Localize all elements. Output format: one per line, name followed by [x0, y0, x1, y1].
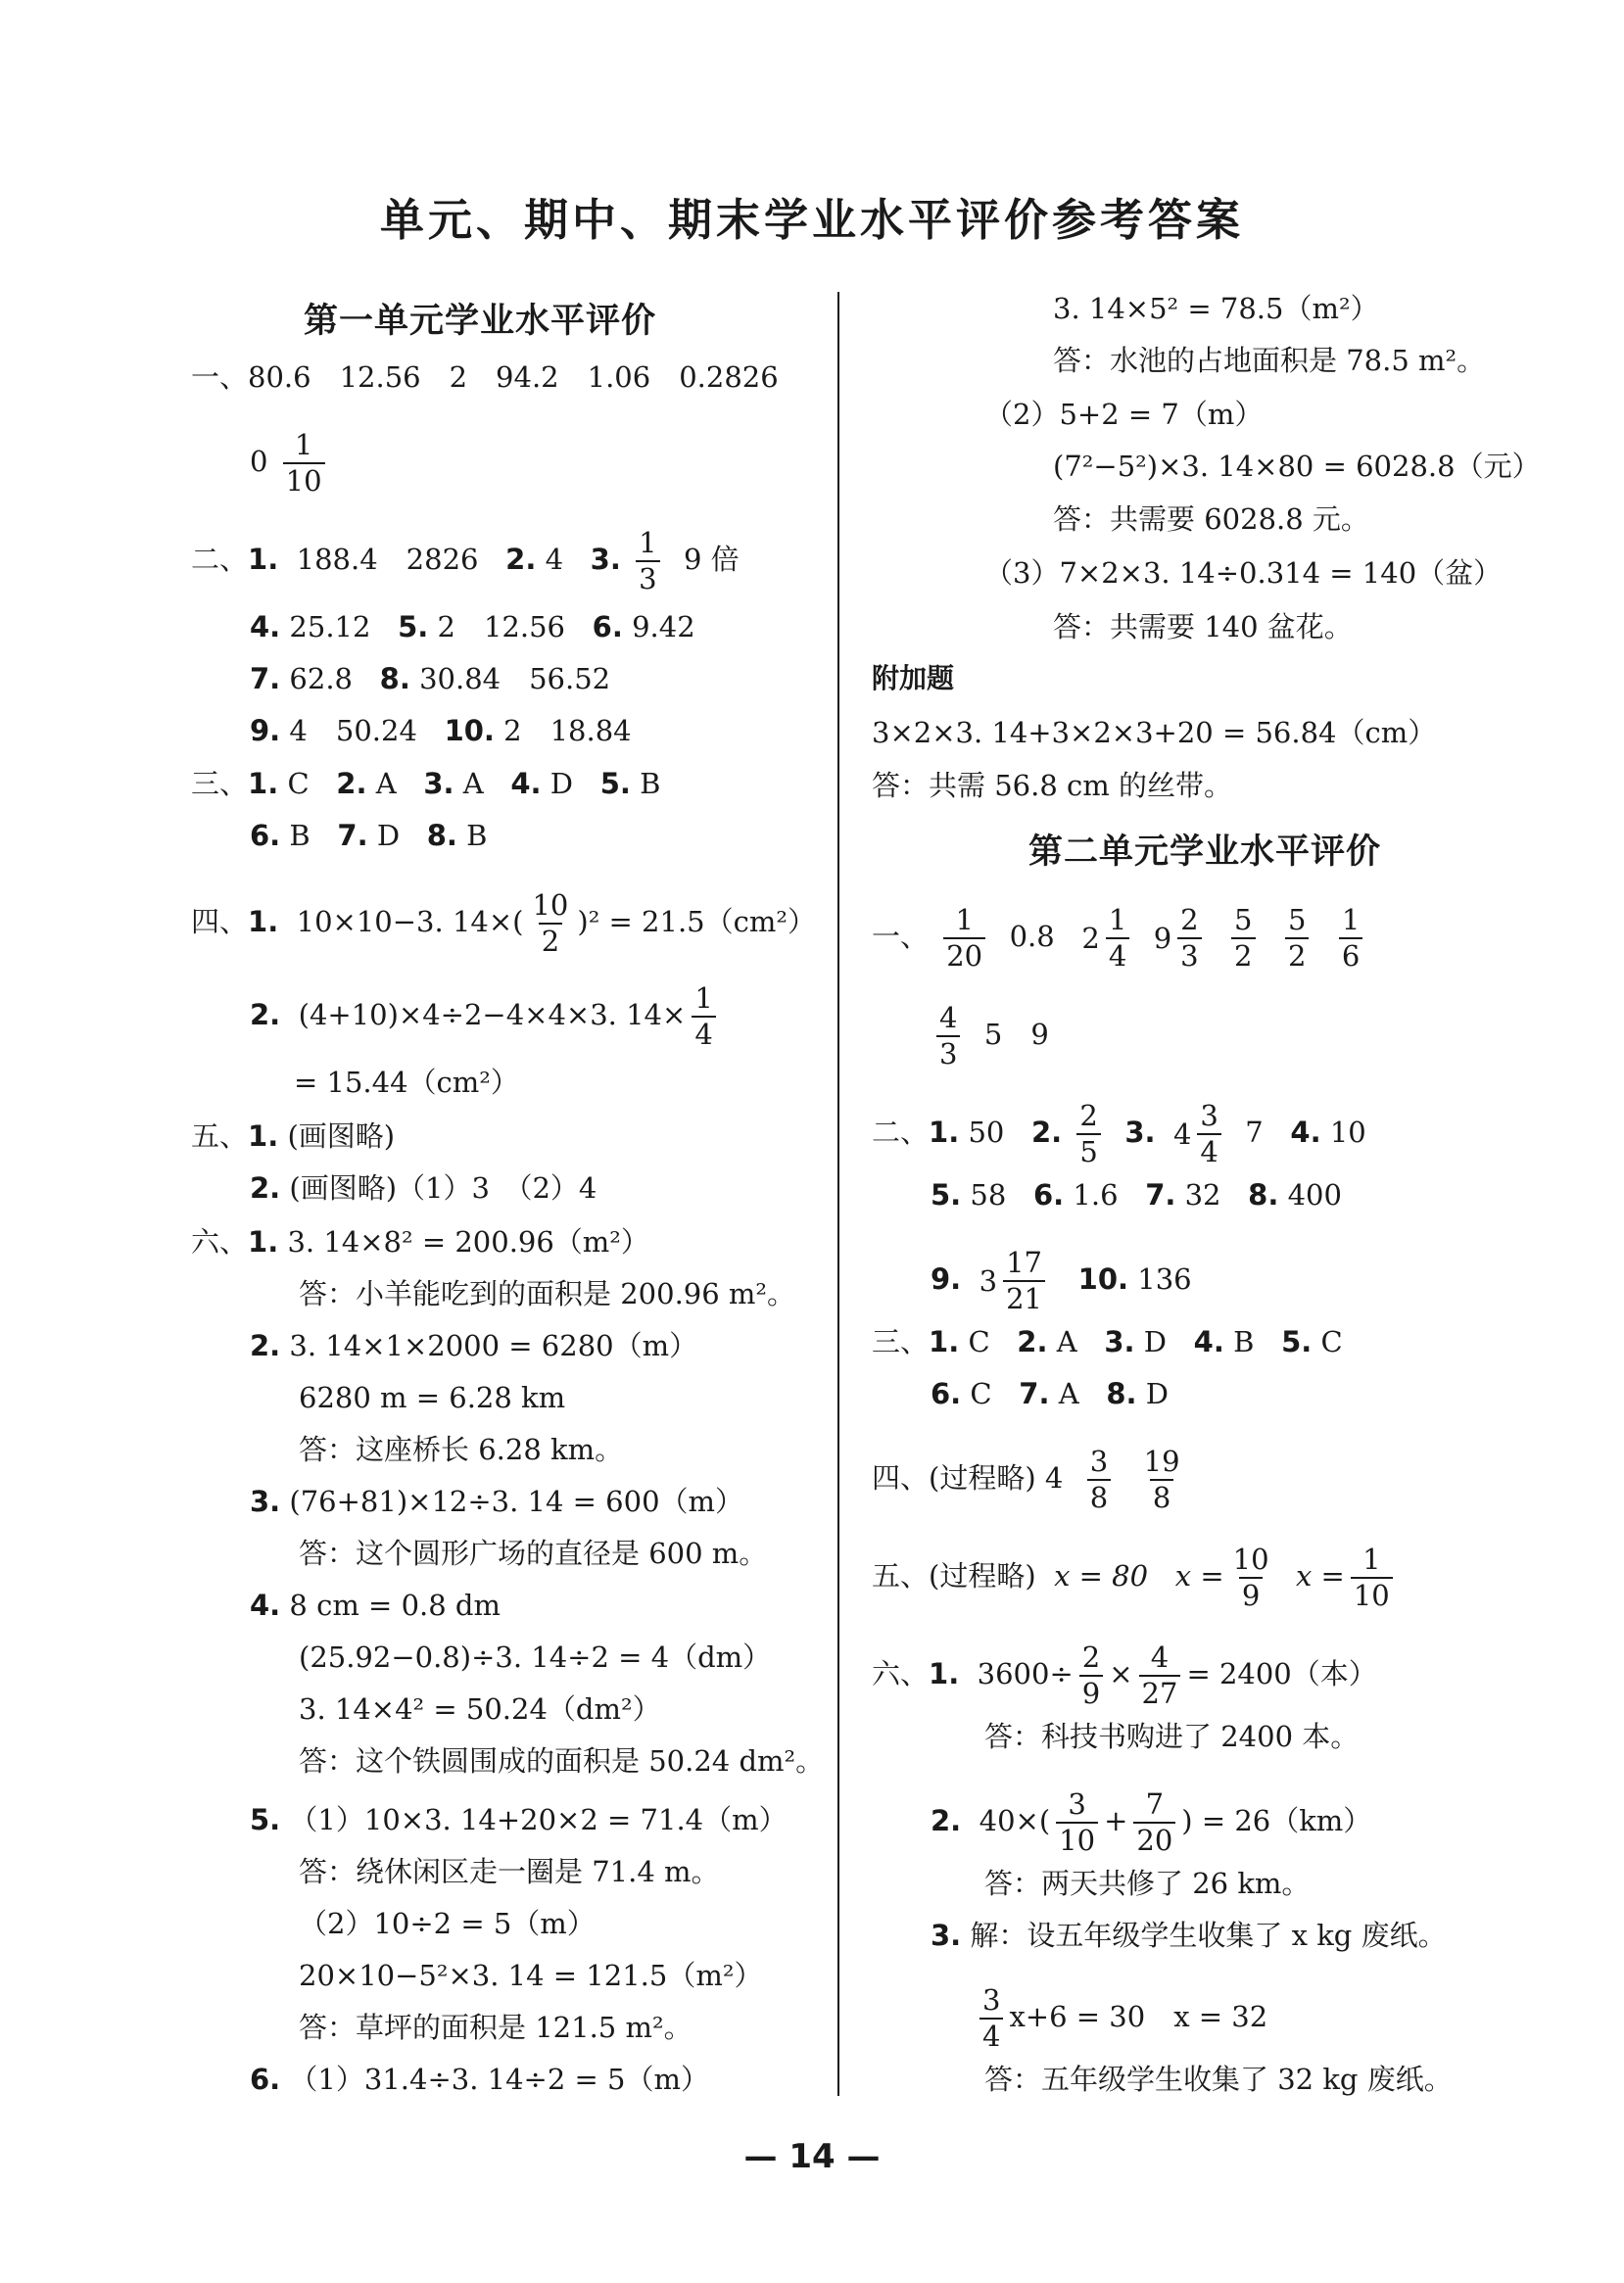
u2-s6-q3-ans: 答：五年级学生收集了 32 kg 废纸。 — [984, 2063, 1453, 2096]
u2-s3-line1: 三、1. C 2. A 3. D 4. B 5. C — [872, 1325, 1343, 1358]
rt-l6: （3）7×2×3. 14÷0.314 = 140（盆） — [984, 556, 1503, 590]
u1-s6-q4: 4. 8 cm = 0.8 dm — [250, 1589, 501, 1622]
u1-s6-q2-ans: 答：这座桥长 6.28 km。 — [299, 1433, 624, 1466]
u1-s6-q5-l3: （2）10÷2 = 5（m） — [299, 1907, 596, 1940]
u1-s6-q5-l4: 20×10−5²×3. 14 = 121.5（m²） — [299, 1959, 763, 1992]
u1-s3-line1: 三、1. C 2. A 3. A 4. D 5. B — [191, 767, 661, 800]
u1-s4-line2: 2. (4+10)×4÷2−4×4×3. 14× $\frac{1}{4}$ — [250, 984, 722, 1049]
u1-s6-q5-ans2: 答：草坪的面积是 121.5 m²。 — [299, 2011, 693, 2044]
column-divider — [837, 292, 839, 2096]
u2-s6-q1: 六、1. 3600÷ $\frac{2}{9}$ × $\frac{4}{27}$ = 2400（本） — [872, 1641, 1377, 1710]
rt-l3: （2）5+2 = 7（m） — [984, 398, 1264, 431]
u2-s6-q3-eq: $\frac{3}{4}$ x+6 = 30 x = 32 — [979, 1986, 1267, 2051]
u1-s5-line2: 2. (画图略)（1）3 （2）4 — [250, 1171, 597, 1205]
rt-l4: (7²−5²)×3. 14×80 = 6028.8（元） — [1053, 450, 1541, 483]
u1-s6-q4-l3: 3. 14×4² = 50.24（dm²） — [299, 1692, 661, 1726]
page-number: — 14 — — [743, 2137, 881, 2176]
u2-s6-q3: 3. 解：设五年级学生收集了 x kg 废纸。 — [931, 1919, 1447, 1952]
u1-s6-q1: 六、1. 3. 14×8² = 200.96（m²） — [191, 1225, 649, 1259]
u1-s6-q4-ans: 答：这个铁圆围成的面积是 50.24 dm²。 — [299, 1744, 825, 1778]
u1-s4-line3: = 15.44（cm²） — [294, 1066, 519, 1099]
rt-l5: 答：共需要 6028.8 元。 — [1053, 502, 1369, 536]
u1-s2-line3: 7. 62.8 8. 30.84 56.52 — [250, 662, 611, 695]
unit1-title: 第一单元学业水平评价 — [303, 302, 656, 341]
extra-question-title: 附加题 — [872, 662, 955, 694]
u1-s6-q6: 6. （1）31.4÷3. 14÷2 = 5（m） — [250, 2063, 709, 2096]
u1-s6-q1-ans: 答：小羊能吃到的面积是 200.96 m²。 — [299, 1277, 796, 1310]
u2-s6-q2-ans: 答：两天共修了 26 km。 — [984, 1867, 1311, 1900]
u1-s1-line2: 0 $\frac{1}{10}$ — [250, 431, 331, 496]
u1-s5-line1: 五、1. (画图略) — [191, 1119, 396, 1153]
unit2-title: 第二单元学业水平评价 — [1027, 832, 1381, 872]
u2-s3-line2: 6. C 7. A 8. D — [931, 1377, 1169, 1410]
u1-s4-line1: 四、1. 10×10−3. 14×( $\frac{10}{2}$ )² = 21.5（cm²） — [191, 888, 816, 958]
u2-s2-line3: 9. 3 $\frac{17}{21}$ 10. 136 — [931, 1246, 1192, 1315]
rt-l1: 3. 14×5² = 78.5（m²） — [1053, 292, 1379, 325]
rt-l9: 答：共需 56.8 cm 的丝带。 — [872, 769, 1232, 802]
u1-s6-q2-l2: 6280 m = 6.28 km — [299, 1381, 566, 1414]
u2-s6-q1-ans: 答：科技书购进了 2400 本。 — [984, 1720, 1360, 1753]
u2-s5: 五、(过程略) x = 80 x = $\frac{10}{9}$ x = $\frac{1}{10}$ — [872, 1546, 1399, 1610]
u1-s3-line2: 6. B 7. D 8. B — [250, 819, 488, 852]
u2-s1-line1: 一、 $\frac{1}{20}$ 0.8 2 $\frac{1}{4}$ 9 $\frac{2}{3}$ $\frac{5}{2}$ $\frac{5}{2}$ $\frac{1}{6}$ — [872, 906, 1368, 971]
rt-l8: 3×2×3. 14+3×2×3+20 = 56.84（cm） — [872, 716, 1437, 749]
u1-s6-q3-ans: 答：这个圆形广场的直径是 600 m。 — [299, 1537, 768, 1570]
page-title: 单元、期中、期末学业水平评价参考答案 — [379, 194, 1244, 246]
u1-s6-q2: 2. 3. 14×1×2000 = 6280（m） — [250, 1329, 698, 1362]
u2-s6-q2: 2. 40×( $\frac{3}{10}$ + $\frac{7}{20}$ ) = 26（km） — [931, 1787, 1372, 1857]
u2-s4: 四、(过程略) 4 $\frac{3}{8}$ $\frac{19}{8}$ — [872, 1445, 1180, 1514]
rt-l2: 答：水池的占地面积是 78.5 m²。 — [1053, 344, 1486, 377]
u1-s6-q5-ans1: 答：绕休闲区走一圈是 71.4 m。 — [299, 1855, 720, 1888]
rt-l7: 答：共需要 140 盆花。 — [1053, 610, 1353, 643]
u1-s1-line1: 一、80.6 12.56 2 94.2 1.06 0.2826 — [191, 360, 779, 394]
u2-s1-line2: $\frac{4}{3}$ 5 9 — [931, 1004, 1049, 1069]
u2-s2-line1: 二、1. 50 2. $\frac{2}{5}$ 3. 4 $\frac{3}{4}$ 7 4. 10 — [872, 1099, 1366, 1168]
u2-s2-line2: 5. 58 6. 1.6 7. 32 8. 400 — [931, 1178, 1342, 1212]
u1-s2-line2: 4. 25.12 5. 2 12.56 6. 9.42 — [250, 610, 695, 643]
u1-s2-line1: 二、1. 188.4 2826 2. 4 3. $\frac{1}{3}$ 9 倍 — [191, 526, 740, 595]
u1-s6-q5: 5. （1）10×3. 14+20×2 = 71.4（m） — [250, 1803, 788, 1836]
u1-s6-q3: 3. (76+81)×12÷3. 14 = 600（m） — [250, 1485, 744, 1518]
u1-s6-q4-l2: (25.92−0.8)÷3. 14÷2 = 4（dm） — [299, 1641, 772, 1674]
u1-s2-line4: 9. 4 50.24 10. 2 18.84 — [250, 714, 632, 747]
